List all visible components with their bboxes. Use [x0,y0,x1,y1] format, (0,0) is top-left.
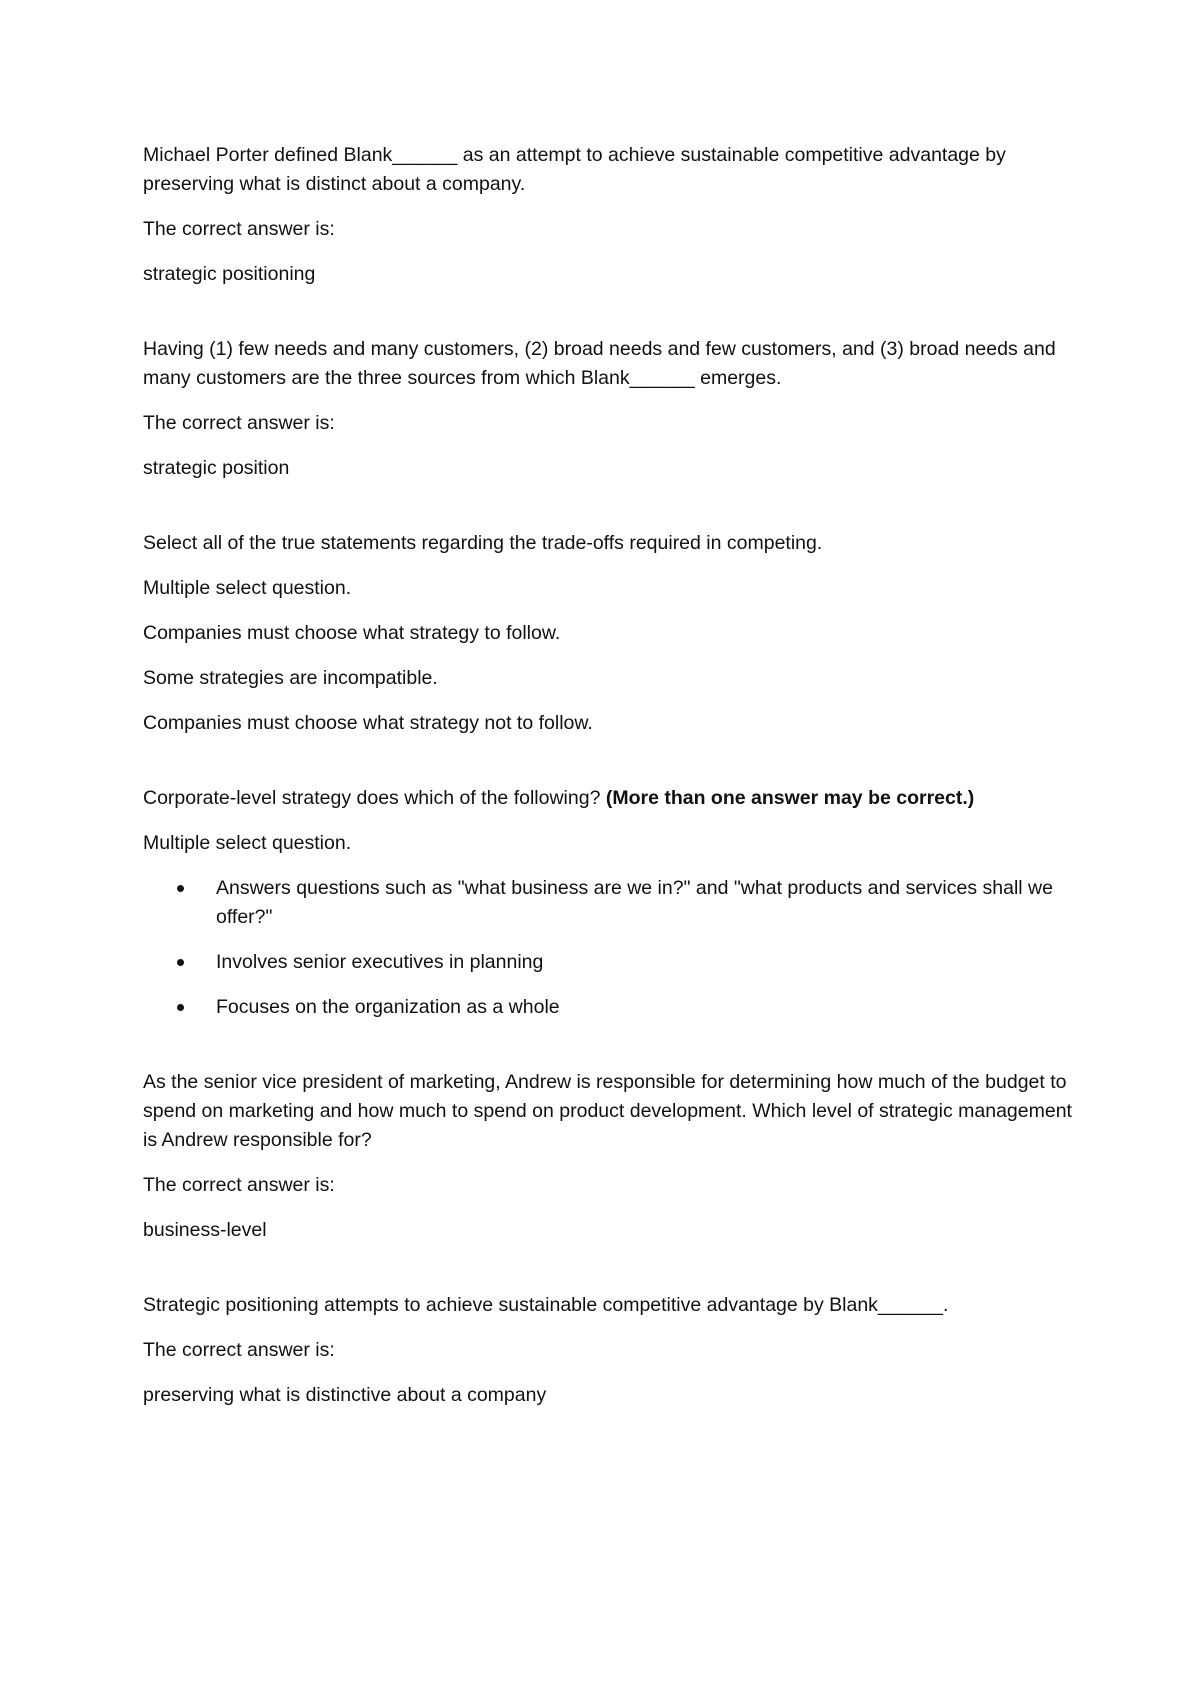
document-page [143,141,1073,1410]
option-text: Companies must choose what strategy to follow. [143,622,561,644]
bullet-icon [177,885,184,892]
question-type-label: Multiple select question. [143,832,352,854]
question-type-label: Multiple select question. [143,577,352,599]
option-text: Companies must choose what strategy not to follow. [143,712,593,734]
bullet-icon [177,959,184,966]
question-5 [143,1068,1073,1245]
answer-label: The correct answer is: [143,1174,335,1196]
question-2 [143,335,1073,483]
answer-label: The correct answer is: [143,1339,335,1361]
answer-label: The correct answer is: [143,218,335,240]
question-prompt: Strategic positioning attempts to achieve sustainable competitive advantage by Blank______. [143,1294,949,1316]
question-3 [143,529,1073,738]
bullet-icon [177,1004,184,1011]
question-prompt: As the senior vice president of marketing, Andrew is responsible for determining how much of the budget to spend on marketing and how much to spend on product development. Which level of strategic management is Andrew responsible for? [143,1071,1072,1151]
question-prompt-note: (More than one answer may be correct.) [605,787,975,809]
option-text: Answers questions such as "what business are we in?" and "what products and services shall we offer?" [216,877,1053,928]
answer-text: strategic position [143,457,290,479]
question-prompt: Michael Porter defined Blank______ as an attempt to achieve sustainable competitive advantage by preserving what is distinct about a company. [143,144,1006,195]
list-item [143,874,1073,932]
list-item [143,948,1073,977]
answer-text: business-level [143,1219,267,1241]
question-1 [143,141,1073,289]
list-item [143,993,1073,1022]
answer-text: preserving what is distinctive about a company [143,1384,547,1406]
option-list [143,874,1073,1022]
option-text: Some strategies are incompatible. [143,667,438,689]
question-6 [143,1291,1073,1410]
question-prompt [143,784,1073,813]
question-prompt: Having (1) few needs and many customers, (2) broad needs and few customers, and (3) broad needs and many customers are the three sources from which Blank______ emerges. [143,338,1056,389]
question-4 [143,784,1073,1022]
question-prompt-text: Corporate-level strategy does which of the following? [143,787,601,809]
option-text: Involves senior executives in planning [216,951,544,973]
option-text: Focuses on the organization as a whole [216,996,560,1018]
question-prompt: Select all of the true statements regarding the trade-offs required in competing. [143,532,823,554]
answer-label: The correct answer is: [143,412,335,434]
answer-text: strategic positioning [143,263,316,285]
